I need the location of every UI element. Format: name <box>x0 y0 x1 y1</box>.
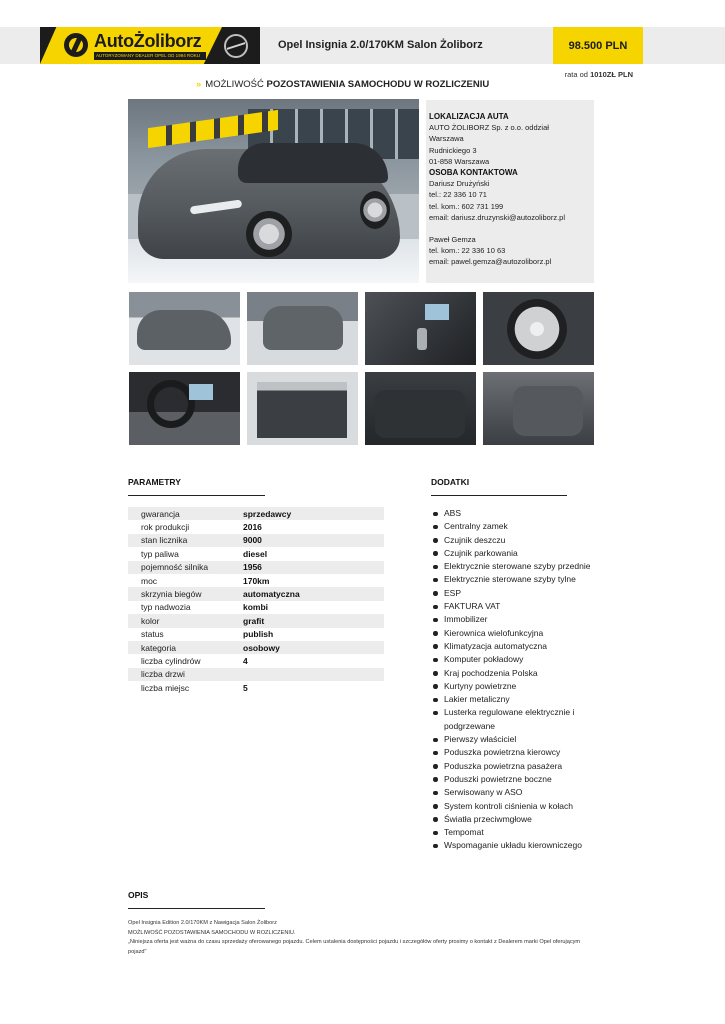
contact-name: Dariusz Drużyński <box>429 179 490 189</box>
list-item: Serwisowany w ASO <box>433 786 603 799</box>
photo-car-windows <box>238 143 388 183</box>
location-heading: LOKALIZACJA AUTA <box>429 112 509 121</box>
list-item: Poduszka powietrzna pasażera <box>433 760 603 773</box>
location-line: Warszawa <box>429 134 464 144</box>
param-value: automatyczna <box>243 589 300 600</box>
list-item: Światła przeciwmgłowe <box>433 813 603 826</box>
contact-phone[interactable]: tel.: 22 336 10 71 <box>429 190 487 200</box>
contact-mobile[interactable]: tel. kom.: 602 731 199 <box>429 201 504 211</box>
extras-divider <box>431 495 567 496</box>
thumb-rim-shape <box>507 299 567 359</box>
dealer-logo[interactable] <box>40 27 260 64</box>
list-item: Lusterka regulowane elektrycznie i podgrzewane <box>433 706 603 733</box>
param-value: 1956 <box>243 562 262 573</box>
table-row <box>128 507 384 520</box>
description-line: MOŻLIWOŚĆ POZOSTAWIENIA SAMOCHODU W ROZLICZENIU. <box>128 929 296 936</box>
table-row <box>128 601 384 614</box>
gallery-thumbnail-front-seats[interactable] <box>483 372 594 445</box>
photo-car-front-wheel <box>246 211 292 257</box>
car-title: Opel Insignia 2.0/170KM Salon Żoliborz <box>278 39 483 51</box>
thumb-steering-wheel-shape <box>147 380 195 428</box>
gallery-thumbnail-wheel[interactable] <box>483 292 594 365</box>
param-value: grafit <box>243 615 265 626</box>
param-key: liczba drzwi <box>141 669 185 680</box>
param-key: liczba miejsc <box>141 682 190 693</box>
thumb-seat-shape <box>513 386 583 436</box>
table-row <box>128 668 384 681</box>
contact-name: Paweł Gemza <box>429 235 476 245</box>
list-item: Wspomaganie układu kierowniczego <box>433 839 603 852</box>
param-key: gwarancja <box>141 508 180 519</box>
list-item: Poduszka powietrzna kierowcy <box>433 746 603 759</box>
description-title: OPIS <box>128 890 149 900</box>
list-item: Klimatyzacja automatyczna <box>433 640 603 653</box>
table-row <box>128 641 384 654</box>
param-value: diesel <box>243 548 268 559</box>
logo-title: AutoŻoliborz <box>94 31 202 51</box>
thumb-trunk-shape <box>257 382 347 438</box>
thumb-car-shape <box>137 310 231 350</box>
gallery-thumbnail-dashboard[interactable] <box>129 372 240 445</box>
list-item: FAKTURA VAT <box>433 600 603 613</box>
params-title: PARAMETRY <box>128 477 181 487</box>
list-item: Elektrycznie sterowane szyby tylne <box>433 573 603 586</box>
location-panel <box>426 100 594 283</box>
promo-prefix: MOŻLIWOŚĆ <box>205 79 264 90</box>
table-row <box>128 628 384 641</box>
thumb-car-shape <box>263 306 343 350</box>
param-value: 4 <box>243 655 248 666</box>
contact-email[interactable]: email: pawel.gemza@autozoliborz.pl <box>429 257 552 267</box>
param-value: publish <box>243 629 274 640</box>
list-item: Czujnik parkowania <box>433 547 603 560</box>
param-value: sprzedawcy <box>243 508 292 519</box>
rate-value: 1010ZŁ PLN <box>590 70 633 79</box>
description-divider <box>128 908 265 909</box>
list-item: Pierwszy właściciel <box>433 733 603 746</box>
logo-subtitle: AUTORYZOWANY DEALER OPEL OD 1994 ROKU <box>94 52 206 60</box>
param-value: 170km <box>243 575 270 586</box>
params-divider <box>128 495 265 496</box>
description-text <box>128 919 598 957</box>
contact-heading: OSOBA KONTAKTOWA <box>429 168 518 178</box>
gallery-thumbnail-console[interactable] <box>365 292 476 365</box>
thumb-seat-shape <box>375 390 465 438</box>
list-item: Kierownica wielofunkcyjna <box>433 627 603 640</box>
list-item: Kurtyny powietrzne <box>433 680 603 693</box>
list-item: ESP <box>433 587 603 600</box>
gallery-thumbnail-rear[interactable] <box>247 292 358 365</box>
param-value: 9000 <box>243 535 262 546</box>
description-line: „Niniejsza oferta jest ważna do czasu sprzedaży oferowanego pojazdu. Celem ustalenia dostępności pojazdu i szczegółów oferty prosimy o kontakt z Dealerem marki Opel oferującym pojazd" <box>128 939 581 955</box>
description-line: Opel Insignia Edition 2.0/170KM z Nawigacja Salon Żoliborz <box>128 920 277 926</box>
gallery-thumbnail-front[interactable] <box>129 292 240 365</box>
thumb-lever-shape <box>417 328 427 350</box>
param-key: typ paliwa <box>141 548 179 559</box>
param-value: 2016 <box>243 522 262 533</box>
photo-car-rear-wheel <box>360 191 390 229</box>
param-key: kolor <box>141 615 160 626</box>
opel-logo-icon <box>224 34 248 58</box>
param-key: pojemność silnika <box>141 562 209 573</box>
contact-email[interactable]: email: dariusz.druzynski@autozoliborz.pl <box>429 212 566 222</box>
param-value: kombi <box>243 602 269 613</box>
location-line: Rudnickiego 3 <box>429 145 477 155</box>
location-line: 01-858 Warszawa <box>429 156 490 166</box>
param-key: status <box>141 629 164 640</box>
list-item: ABS <box>433 507 603 520</box>
param-key: stan licznika <box>141 535 188 546</box>
table-row <box>128 614 384 627</box>
list-item: Komputer pokładowy <box>433 653 603 666</box>
param-key: rok produkcji <box>141 522 190 533</box>
extras-title: DODATKI <box>431 477 470 487</box>
param-key: liczba cylindrów <box>141 655 201 666</box>
list-item: Czujnik deszczu <box>433 534 603 547</box>
main-car-photo[interactable] <box>128 99 419 283</box>
list-item: Immobilizer <box>433 613 603 626</box>
list-item: System kontroli ciśnienia w kołach <box>433 800 603 813</box>
gallery-thumbnail-rear-seats[interactable] <box>365 372 476 445</box>
promo-line <box>196 79 489 90</box>
table-row <box>128 654 384 667</box>
param-key: kategoria <box>141 642 176 653</box>
contact-spacer <box>429 223 594 234</box>
promo-bold: POZOSTAWIENIA SAMOCHODU W ROZLICZENIU <box>266 79 490 90</box>
list-item: Tempomat <box>433 826 603 839</box>
table-row <box>128 561 384 574</box>
autozoliborz-badge-icon <box>64 33 88 57</box>
location-line: AUTO ŻOLIBORZ Sp. z o.o. oddział <box>429 123 549 133</box>
param-key: typ nadwozia <box>141 602 191 613</box>
list-item: Poduszki powietrzne boczne <box>433 773 603 786</box>
table-row <box>128 574 384 587</box>
list-item: Lakier metaliczny <box>433 693 603 706</box>
table-row <box>128 587 384 600</box>
price-badge <box>553 27 643 64</box>
params-table <box>128 507 384 694</box>
double-chevron-right-icon: » <box>196 79 202 90</box>
param-value: osobowy <box>243 642 280 653</box>
table-row <box>128 534 384 547</box>
list-item: Elektrycznie sterowane szyby przednie <box>433 560 603 573</box>
gallery-thumbnail-trunk[interactable] <box>247 372 358 445</box>
param-key: moc <box>141 575 158 586</box>
list-item: Centralny zamek <box>433 520 603 533</box>
rate-prefix: rata od <box>564 70 588 79</box>
contact-mobile[interactable]: tel. kom.: 22 336 10 63 <box>429 246 506 256</box>
list-item: Kraj pochodzenia Polska <box>433 667 603 680</box>
price-value: 98.500 PLN <box>568 39 628 52</box>
thumb-screen-shape <box>425 304 449 320</box>
param-value: 5 <box>243 682 248 693</box>
table-row <box>128 547 384 560</box>
installment-info <box>520 70 633 79</box>
extras-list <box>433 507 603 853</box>
param-key: skrzynia biegów <box>141 589 202 600</box>
table-row <box>128 681 384 694</box>
thumb-screen-shape <box>189 384 213 400</box>
table-row <box>128 520 384 533</box>
